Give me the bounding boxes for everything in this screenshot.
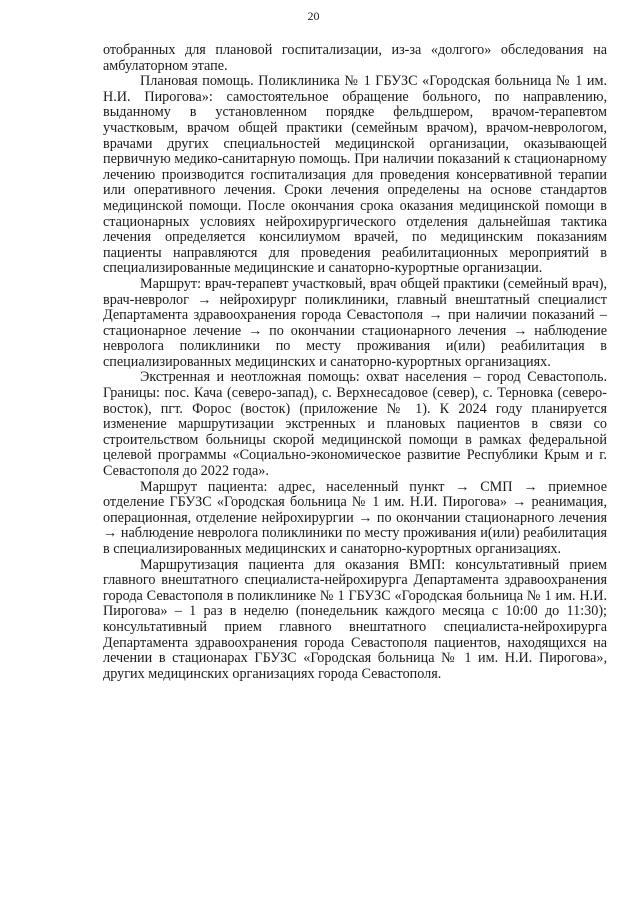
paragraph-continuation: отобранных для плановой госпитализации, из-за «долгого» обследования на амбулаторном этапе. (103, 42, 607, 74)
paragraph-patient-route: Маршрут пациента: адрес, населенный пункт → СМП → приемное отделение ГБУЗС «Городская больница № 1 им. Н.И. Пирогова» → реанимация, операционная, отделение нейрохирургии → по окончании стационарного лечения → наблюдение невролога поликлиники по месту проживания и(или) реабилитация в специализированных медицинских и санаторно-курортных организациях. (103, 478, 607, 557)
document-body (103, 43, 607, 682)
paragraph-planned-care: Плановая помощь. Поликлиника № 1 ГБУЗС «Городская больница № 1 им. Н.И. Пирогова»: самостоятельное обращение больного, по направлению, выданному в установленном порядке фельдшером, врачом-терапевтом участковым, врачом общей практики (семейным врачом), врачом-неврологом, врачами других специальностей медицинской организации, оказывающей первичную медико-санитарную помощь. При наличии показаний к стационарному лечению производится госпитализация для проведения консервативной терапии или оперативного лечения. Сроки лечения определены на основе стандартов медицинской помощи. После окончания срока оказания медицинской помощи в стационарных условиях нейрохирургического отделения дальнейшая тактика лечения определяется консилиумом врачей, по медицинским показаниям пациенты направляются для проведения реабилитационных мероприятий в специализированные медицинские и санаторно-курортные организации. (103, 73, 607, 277)
paragraph-vmp-routing: Маршрутизация пациента для оказания ВМП: консультативный прием главного внештатного специалиста-нейрохирурга Департамента здравоохранения города Севастополя в поликлинике № 1 ГБУЗС «Городская больница № 1 им. Н.И. Пирогова» – 1 раз в неделю (понедельник каждого месяца с 10:00 до 11:30); консультативный прием главного внештатного специалиста-нейрохирурга Департамента здравоохранения города Севастополя пациентов, находящихся на лечении в стационарах ГБУЗС «Городская больница № 1 им. Н.И. Пирогова», других медицинских организациях города Севастополя. (103, 556, 607, 682)
page-number: 20 (307, 9, 320, 23)
paragraph-emergency-care: Экстренная и неотложная помощь: охват населения – город Севастополь. Границы: пос. Кача (северо-запад), с. Верхнесадовое (север), с. Терновка (северо-восток), пгт. Форос (восток) (приложение № 1). К 2024 году планируется изменение маршрутизации экстренных и плановых пациентов в связи со строительством больницы скорой медицинской помощи в рамках федеральной целевой программы «Социально-экономическое развитие Республики Крым и г. Севастополя до 2022 года». (103, 369, 607, 480)
paragraph-route: Маршрут: врач-терапевт участковый, врач общей практики (семейный врач), врач-невролог → нейрохирург поликлиники, главный внештатный специалист Департамента здравоохранения города Севастополя → при наличии показаний – стационарное лечение → по окончании стационарного лечения → наблюдение невролога поликлиники по месту проживания и(или) реабилитация в специализированных медицинских и санаторно-курортных организациях. (103, 275, 607, 370)
